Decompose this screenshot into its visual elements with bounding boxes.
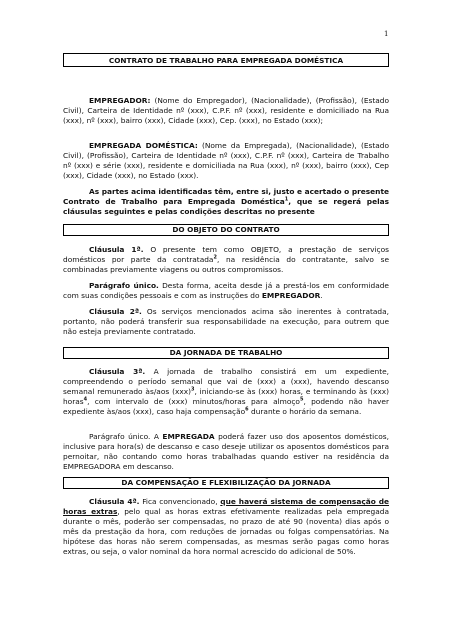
paragraph-unique-2-label: Parágrafo único. A (89, 432, 159, 441)
footnote-ref-4: 4 (83, 396, 88, 403)
section-jornada (63, 347, 389, 359)
clause-3-text-1: A jornada de trabalho consistirá em um expediente, compreendendo o período semanal que vai de (xxx) a (xxx), havendo descanso semanal remunerado às/aos (xxx) (63, 367, 389, 397)
employer-text: (Nome do Empregador), (Nacionalidade), (Profissão), (Estado Civil), Carteira de Identidade nº (xxx), C.P.F. nº (xxx), residente e domiciliado na Rua (xxx), nº (xxx), bairro (xxx), Cidade (xxx), Cep. (xxx), no Estado (xxx); (63, 96, 389, 126)
clause-1-text: O presente tem como OBJETO, a prestação de serviços domésticos por parte da contratada (63, 245, 389, 265)
paragraph-unique-1-label: Parágrafo único. (89, 281, 159, 290)
page-number: 1 (384, 30, 389, 38)
contract-title-text: CONTRATO DE TRABALHO PARA EMPREGADA DOMÉSTICA (108, 56, 344, 65)
paragraph-unique-2-bold: EMPREGADA (162, 432, 215, 441)
clause-2 (63, 307, 389, 337)
contract-title (63, 53, 389, 67)
footnote-ref-3: 3 (190, 386, 195, 393)
intro-text: As partes acima identificadas têm, entre si, justo e acertado o presente Contrato de Trabalho para Empregada Doméstica (63, 187, 389, 207)
clause-4 (63, 497, 389, 558)
clause-4-underlined: que haverá sistema de compensação de horas extras (63, 497, 390, 517)
section-objeto-title: DO OBJETO DO CONTRATO (172, 225, 280, 234)
footnote-ref-2: 2 (213, 254, 217, 261)
section-jornada-title: DA JORNADA DE TRABALHO (169, 348, 283, 357)
footnote-ref-1: 1 (284, 196, 289, 203)
footnote-ref-6: 6 (245, 406, 249, 413)
paragraph-unique-1-bold: EMPREGADOR (261, 291, 321, 301)
paragraph-unique-2 (63, 432, 389, 472)
clause-4-label: Cláusula 4ª. (89, 497, 140, 506)
clause-1 (63, 245, 389, 275)
intro-text-end: , que se regerá pelas cláusulas seguintes e pelas condições descritas no presente (63, 197, 390, 217)
paragraph-unique-2-text: poderá fazer uso dos aposentos domésticos, inclusive para hora(s) de descanso e caso deseje utilizar os aposentos domésticos para pernoitar, não contando como horas trabalhadas quando estiver na residência da EMPREGADORA em descanso. (63, 432, 390, 472)
employee-text: (Nome da Empregada), (Nacionalidade), (Estado Civil), (Profissão), Carteira de Identidade nº (xxx), C.P.F. nº (xxx), Carteira de Trabalho nº (xxx) e série (xxx), residente e domiciliada na Rua (xxx), nº (xxx), bairro (xxx), Cep (xxx), Cidade (xxx), no Estado (xxx). (63, 141, 389, 181)
clause-2-label: Cláusula 2ª. (89, 307, 142, 316)
clause-3-label: Cláusula 3ª. (89, 367, 146, 376)
clause-3-text-4: , podendo não haver expediente às/aos (xxx), caso haja compensação (63, 397, 389, 417)
employee-label: EMPREGADA DOMÉSTICA: (89, 141, 198, 150)
clause-4-text-2: , pelo qual as horas extras efetivamente realizadas pela empregada durante o mês, poderão ser compensadas, no prazo de até 90 (noventa) dias após o mês da prestação da hora, com reduções de jornadas ou folgas compensatórias. Na hipótese das horas não serem compensadas, as mesmas serão pagas como horas extras, ou seja, o valor nominal da hora normal acrescido do adicional de 50%. (63, 507, 389, 557)
clause-3-text-2: , iniciando-se às (xxx) horas, e terminando às (xxx) horas (63, 387, 390, 407)
section-compensacao-title: DA COMPENSAÇÃO E FLEXIBILIZAÇÃO DA JORNADA (121, 478, 331, 487)
paragraph-unique-1 (63, 281, 389, 301)
clause-2-text: Os serviços mencionados acima são inerentes à contratada, portanto, não poderá transferir sua responsabilidade na execução, para outrem que não esteja previamente contratado. (63, 307, 390, 337)
clause-1-text-end: , na residência do contratante, salvo se combinadas previamente viagens ou outros compromissos. (63, 255, 389, 275)
clause-3-text-5: durante o horário da semana. (248, 407, 362, 417)
section-compensacao (63, 477, 389, 489)
intro-paragraph (63, 187, 389, 217)
employee-paragraph (63, 141, 389, 181)
employer-label: EMPREGADOR: (89, 96, 151, 105)
footnote-ref-5: 5 (299, 396, 304, 403)
clause-3-text-3: , com intervalo de (xxx) minutos/horas para almoço (87, 397, 300, 407)
clause-3 (63, 367, 389, 417)
paragraph-unique-1-text: Desta forma, aceita desde já a prestá-los em conformidade com suas condições pessoais e com as instruções do (63, 281, 389, 301)
clause-4-text-1: Fica convencionado, (142, 497, 218, 506)
clause-1-label: Cláusula 1ª. (89, 245, 144, 254)
paragraph-unique-1-end: . (320, 291, 323, 301)
employer-paragraph (63, 96, 389, 126)
section-objeto (63, 224, 389, 236)
